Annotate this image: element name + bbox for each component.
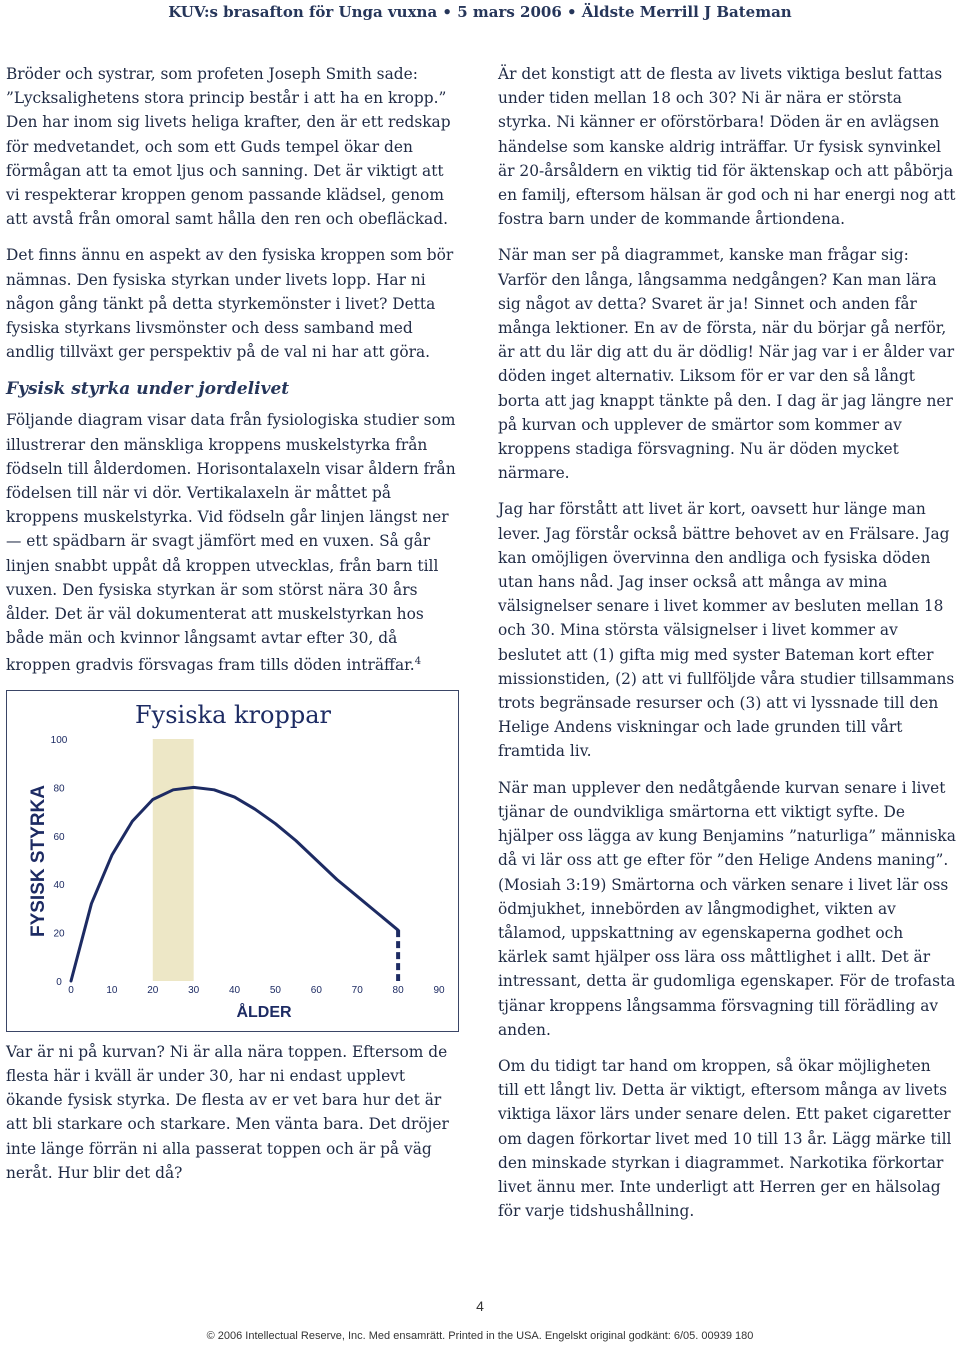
y-tick-label: 0: [56, 976, 62, 988]
paragraph: Det finns ännu en aspekt av den fysiska kroppen som bör nämnas. Den fysiska styrkan under livets lopp. Har ni någon gång tänkt på detta styrkemönster i livet? Detta fysiska styrkans livsmönster och dess samband med andlig tillväxt ger perspektiv på de val ni har att göra.: [6, 246, 454, 362]
y-tick-label: 100: [50, 734, 68, 746]
paragraph: Är det konstigt att de flesta av livets viktiga beslut fattas under tiden mellan 18 och 30? Ni är nära er största styrka. Ni känner er oförstörbara! Döden är en avlägsen händelse som kanske aldrig inträffar. Ur fysisk synvinkel är 20-årsåldern en viktig tid för äktenskap och att påbörja en familj, eftersom hälsan är god och ni har energi nog att fostra barn under de kommande årtiondena.: [498, 65, 956, 229]
paragraph: [6, 408, 461, 677]
x-tick-label: 10: [106, 984, 118, 996]
right-column: [498, 62, 956, 1235]
x-tick-label: 70: [351, 984, 363, 996]
x-tick-label: 90: [433, 984, 445, 996]
y-tick-label: 40: [53, 879, 65, 891]
x-tick-label: 0: [68, 984, 74, 996]
footnote-marker: 4: [414, 656, 422, 668]
y-tick-label: 80: [53, 783, 65, 795]
paragraph: Jag har förstått att livet är kort, oavsett hur länge man lever. Jag förstår också bättre behovet av en Frälsare. Jag kan omöjligen övervinna den andliga och fysiska döden utan hans nåd. Jag inser också att många av mina välsignelser senare i livet kommer av besluten mellan 18 och 30. Mina största välsignelser i livet kommer av beslutet att (1) gifta mig med syster Bateman kort efter missionstiden, (2) att vi fullföljde våra studier tillsammans trots begränsade resurser och (3) att vi lyssnade till den Helige Andens viskningar och lade grunden till vårt framtida liv.: [498, 500, 955, 761]
x-tick-label: 20: [147, 984, 159, 996]
paragraph: Om du tidigt tar hand om kroppen, så ökar möjligheten till ett långt liv. Detta är viktigt, eftersom många av livets viktiga läxor lärs under senare delen. Ett paket cigaretter om dagen förkortar livet med 10 till 13 år. Lägg märke till den minskade styrkan i diagrammet. Narkotika förkortar livet ännu mer. Inte underligt att Herren ger en hälsolag för varje tidshushållning.: [498, 1056, 952, 1221]
chart-svg: [7, 691, 458, 1031]
x-tick-label: 50: [269, 984, 282, 996]
paragraph: Var är ni på kurvan? Ni är alla nära toppen. Eftersom de flesta här i kväll är under 30, har ni endast upplevt ökande fysisk styrka. De flesta av er vet bara hur det är att bli starkare och starkare. Men vänta bara. Det dröjer inte länge förrän ni alla passerat toppen och är på väg neråt. Hur blir det då?: [6, 1042, 449, 1182]
paragraph: Bröder och systrar, som profeten Joseph Smith sade: ”Lycksalighetens stora princip består i att ha en kropp.” Den har inom sig livets heliga krafter, den är ett redskap för medvetandet, och som ett Guds tempel ökar den förmågan att ta emot ljus och sanning. Det är viktigt att vi respekterar kroppen genom passande klädsel, genom att avstå från omoral samt hålla den ren och obefläckad.: [6, 65, 451, 229]
strength-chart: [6, 690, 459, 1032]
y-axis-label: FYSISK STYRKA: [28, 784, 49, 937]
chart-title: Fysiska kroppar: [135, 700, 331, 729]
page-number: 4: [476, 1298, 484, 1314]
y-tick-label: 60: [53, 831, 65, 843]
paragraph: När man upplever den nedåtgående kurvan senare i livet tjänar de oundvikliga smärtorna ett viktigt syfte. De hjälper oss lägga av kung Benjamins ”naturliga” människa då vi lär oss att ge efter för ”den Helige Andens maning”. (Mosiah 3:19) Smärtorna och värken senare i livet lär oss ödmjukhet, innebörden av långmodighet, vikten av tålamod, uppskattning av egenskaperna godhet och kärlek samt hjälper oss lära oss måttlighet i allt. Det är intressant, detta är gudomliga egenskaper. För de trofasta tjänar kroppens långsamma försvagning till förädling av anden.: [498, 778, 956, 1039]
section-heading: Fysisk styrka under jordelivet: [6, 379, 290, 400]
copyright-footer: © 2006 Intellectual Reserve, Inc. Med ensamrätt. Printed in the USA. Engelskt original godkänt: 6/05. 00939 180: [206, 1330, 754, 1342]
x-tick-label: 40: [228, 984, 241, 996]
paragraph-text: Följande diagram visar data från fysiologiska studier som illustrerar den mänskliga kroppens muskelstyrka från födseln till ålderdomen. Horisontalaxeln visar åldern från födelsen till när vi dör. Vertikalaxeln är måttet på kroppens muskelstyrka. Vid födseln går linjen längst ner — ett spädbarn är svagt jämfört med en vuxen. Så går linjen snabbt uppåt då kroppen utvecklas, från barn till vuxen. Den fysiska styrkan är som störst nära 30 års ålder. Det är väl dokumenterat att muskelstyrkan hos både män och kvinnor långsamt avtar efter 30, då kroppen gradvis försvagas fram tills döden inträffar.: [6, 411, 456, 675]
page-header: KUV:s brasafton för Unga vuxna • 5 mars 2006 • Äldste Merrill J Bateman: [168, 3, 792, 21]
x-axis-label: ÅLDER: [236, 1003, 292, 1021]
left-column: [6, 62, 461, 1197]
paragraph: När man ser på diagrammet, kanske man frågar sig: Varför den långa, långsamma nedgången? Kan man lära sig något av detta? Svaret är ja! Sinnet och anden får många lektioner. En av de första, när du börjar gå nerför, är att du lär dig att du är dödlig! När jag var i er ålder var döden inget alternativ. Liksom för er var den så långt borta att jag knappt tänkte på den. I dag är jag längre ner på kurvan och upplever de smärtor som kommer av kroppens stadiga försvagning. Nu är döden mycket närmare.: [498, 246, 955, 483]
highlight-band: [153, 739, 194, 981]
strength-curve: [71, 787, 398, 981]
y-tick-label: 20: [53, 928, 65, 940]
x-tick-label: 30: [188, 984, 200, 996]
x-tick-label: 80: [392, 984, 404, 996]
x-tick-label: 60: [310, 984, 322, 996]
